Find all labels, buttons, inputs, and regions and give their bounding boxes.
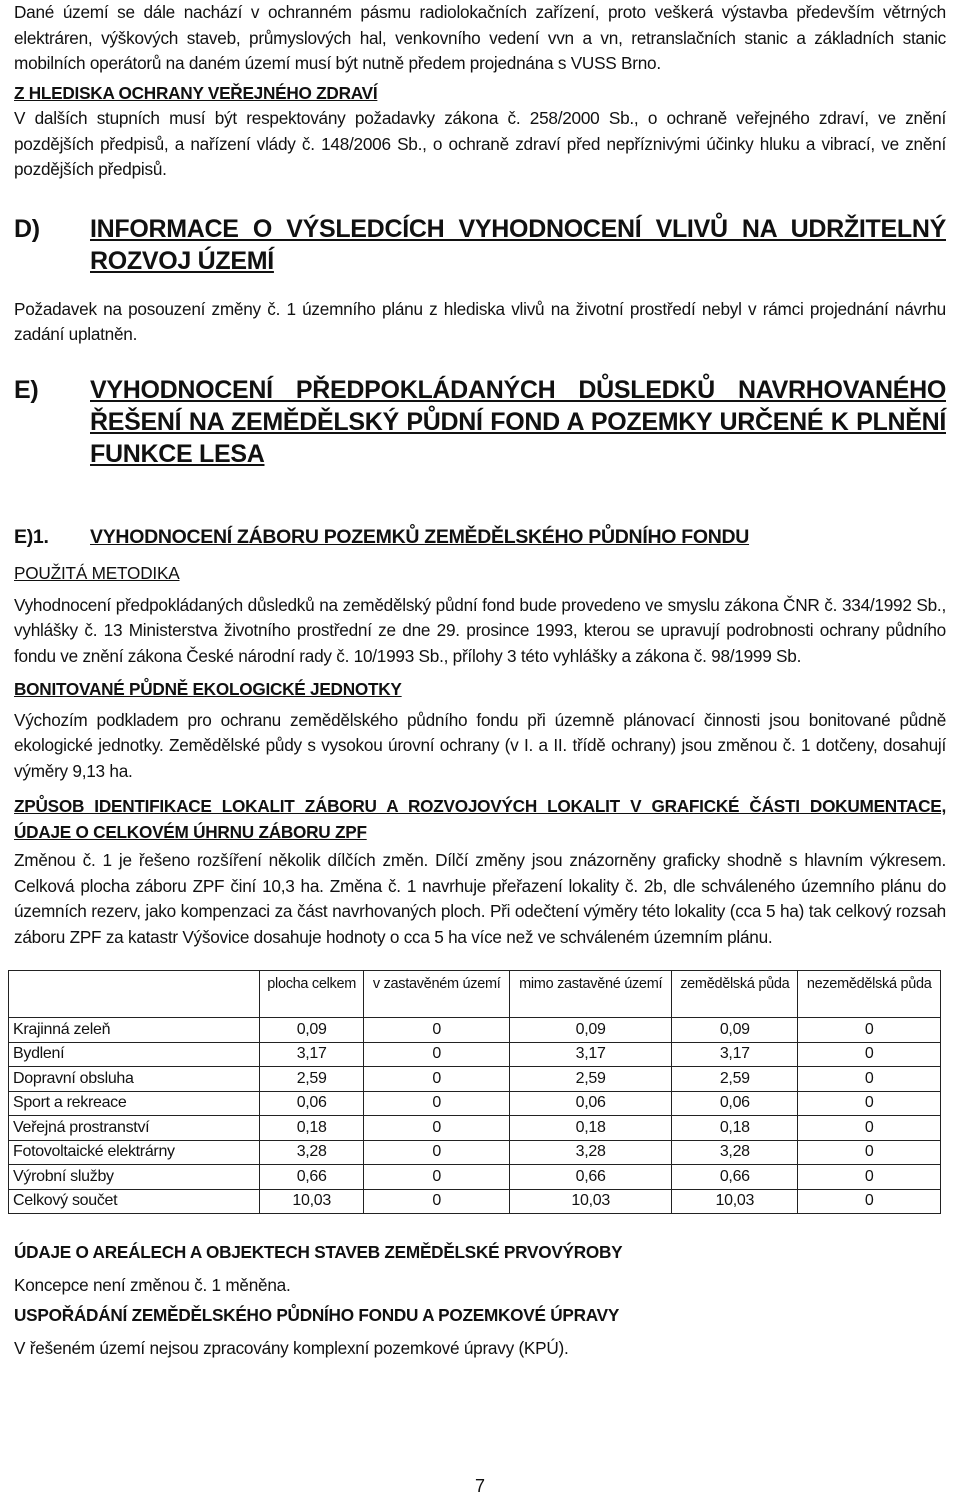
table-cell: Krajinná zeleň [9,1018,260,1043]
section-e1-title: VYHODNOCENÍ ZÁBORU POZEMKŮ ZEMĚDĚLSKÉHO PŮDNÍHO FONDU [90,525,750,548]
table-cell: 0 [798,1067,941,1092]
table-cell: 0 [364,1067,510,1092]
table-row [9,1116,941,1141]
table-row [9,1140,941,1165]
table-header-cell: v zastavěném území [364,971,510,1018]
farm-paragraph: Koncepce není změnou č. 1 měněna. [14,1274,291,1295]
table-cell: 3,17 [260,1042,364,1067]
section-d-paragraph: Požadavek na posouzení změny č. 1 územního plánu z hlediska vlivů na životní prostředí nebyl v rámci projednání návrhu zadání uplatněn. [14,298,946,344]
table-cell: Celkový součet [9,1189,260,1214]
table-cell: 3,28 [510,1140,672,1165]
table-cell: 0 [798,1165,941,1190]
method-paragraph: Vyhodnocení předpokládaných důsledků na zemědělský půdní fond bude provedeno ve smyslu zákona ČNR č. 334/1992 Sb., vyhlášky č. 13 Ministerstva životního prostřední ze dne 29. prosince 1993, kterou se upravují podrobnosti ochrany půdního fondu ve znění zákona České národní rady č. 10/1993 Sb., přílohy 3 této vyhlášky a zákona č. 98/1999 Sb. [14,594,946,666]
section-e1-heading [14,524,946,550]
section-e-number: E) [14,375,39,404]
table-cell: 0,66 [260,1165,364,1190]
table-cell: 0,18 [260,1116,364,1141]
table-row [9,1042,941,1067]
table-row [9,1018,941,1043]
table-cell: 3,28 [260,1140,364,1165]
land-arrangement-heading: USPOŘÁDÁNÍ ZEMĚDĚLSKÉHO PŮDNÍHO FONDU A POZEMKOVÉ ÚPRAVY [14,1305,620,1325]
table-cell: 0,18 [510,1116,672,1141]
farm-heading: ÚDAJE O AREÁLECH A OBJEKTECH STAVEB ZEMĚDĚLSKÉ PRVOVÝROBY [14,1242,623,1262]
table-cell: 3,28 [672,1140,798,1165]
table-header-cell: zemědělská půda [672,971,798,1018]
section-e-heading [14,374,946,470]
section-d-title: INFORMACE O VÝSLEDCÍCH VYHODNOCENÍ VLIVŮ NA UDRŽITELNÝ ROZVOJ ÚZEMÍ [90,214,946,275]
section-e1-number: E)1. [14,525,49,548]
table-cell: 2,59 [672,1067,798,1092]
table-cell: 0 [798,1042,941,1067]
table-header-row [9,971,941,1018]
table-cell: 0,18 [672,1116,798,1141]
table-cell: 10,03 [260,1189,364,1214]
health-heading: Z HLEDISKA OCHRANY VEŘEJNÉHO ZDRAVÍ [14,82,378,103]
table-total-row [9,1189,941,1214]
table-cell: 0 [364,1116,510,1141]
table-cell: 0 [798,1189,941,1214]
table-cell: 0,06 [672,1091,798,1116]
identification-paragraph: Změnou č. 1 je řešeno rozšíření několik dílčích změn. Dílčí změny jsou znázorněny graficky shodně s hlavním výkresem. Celková plocha záboru ZPF činí 10,3 ha. Změna č. 1 navrhuje přeřazení lokality č. 2b, dle schváleného územního plánu do územních rezerv, jako kompenzaci za část navrhovaných ploch. Při odečtení výměry této lokality (cca 5 ha) tak celkový rozsah záboru ZPF za katastr Výšovice dosahuje hodnoty o cca 5 ha více než ve schváleném územním plánu. [14,850,946,947]
table-cell: 2,59 [260,1067,364,1092]
page-number: 7 [474,1476,485,1496]
table-cell: 0,09 [510,1018,672,1043]
table-cell: Výrobní služby [9,1165,260,1190]
bpej-heading: BONITOVANÉ PŮDNĚ EKOLOGICKÉ JEDNOTKY [14,679,402,699]
table-header-cell: plocha celkem [260,971,364,1018]
table-cell: 0,06 [260,1091,364,1116]
table-cell: Sport a rekreace [9,1091,260,1116]
table-cell: 3,17 [510,1042,672,1067]
table-cell: Dopravní obsluha [9,1067,260,1092]
table-cell: 0,66 [672,1165,798,1190]
table-cell: 0,09 [260,1018,364,1043]
table-cell: 2,59 [510,1067,672,1092]
zpf-table [8,970,941,1214]
health-paragraph: V dalších stupních musí být respektovány požadavky zákona č. 258/2000 Sb., o ochraně veřejného zdraví, ve znění pozdějších předpisů, a nařízení vlády č. 148/2006 Sb., o ochraně zdraví před nepříznivými účinky hluku a vibrací, ve znění pozdějších předpisů. [14,108,946,179]
table-cell: 0 [364,1165,510,1190]
table-cell: 0 [798,1018,941,1043]
table-cell: 0 [364,1140,510,1165]
intro-paragraph: Dané území se dále nachází v ochranném pásmu radiolokačních zařízení, proto veškerá výstavba především větrných elektráren, výškových staveb, průmyslových hal, venkovního vedení vvn a vn, retranslačních stanic a základních stanic mobilních operátorů na daném území musí být nutně předem projednána s VUSS Brno. [14,2,946,73]
table-cell: Bydlení [9,1042,260,1067]
table-cell: 0 [364,1189,510,1214]
table-header-cell: nezemědělská půda [798,971,941,1018]
table-header-cell: mimo zastavěné území [510,971,672,1018]
identification-heading: ZPŮSOB IDENTIFIKACE LOKALIT ZÁBORU A ROZVOJOVÝCH LOKALIT V GRAFICKÉ ČÁSTI DOKUMENTACE, ÚDAJE O CELKOVÉM ÚHRNU ZÁBORU ZPF [14,796,946,842]
table-header-cell [9,971,260,1018]
table-cell: 0 [798,1116,941,1141]
section-d-number: D) [14,214,40,243]
table-cell: 10,03 [510,1189,672,1214]
table-cell: 0 [798,1140,941,1165]
table-cell: 0,66 [510,1165,672,1190]
table-row [9,1165,941,1190]
document-page [14,0,946,1361]
table-cell: 3,17 [672,1042,798,1067]
table-cell: 0 [364,1018,510,1043]
table-cell: 0,06 [510,1091,672,1116]
table-cell: Fotovoltaické elektrárny [9,1140,260,1165]
bpej-paragraph: Výchozím podkladem pro ochranu zemědělského půdního fondu při územně plánovací činnosti jsou bonitované půdně ekologické jednotky. Zemědělské půdy s vysokou úrovní ochrany (v I. a II. třídě ochrany) jsou změnou č. 1 dotčeny, dosahují výměry 9,13 ha. [14,709,946,781]
table-row [9,1067,941,1092]
table-cell: 0,09 [672,1018,798,1043]
table-cell: 0 [364,1091,510,1116]
land-arrangement-paragraph: V řešeném území nejsou zpracovány komplexní pozemkové úpravy (KPÚ). [14,1337,569,1358]
table-cell: 0 [364,1042,510,1067]
table-cell: Veřejná prostranství [9,1116,260,1141]
method-heading: POUŽITÁ METODIKA [14,562,180,583]
table-row [9,1091,941,1116]
section-e-title: VYHODNOCENÍ PŘEDPOKLÁDANÝCH DŮSLEDKŮ NAVRHOVANÉHO ŘEŠENÍ NA ZEMĚDĚLSKÝ PŮDNÍ FOND A POZEMKY URČENÉ K PLNĚNÍ FUNKCE LESA [90,375,946,468]
table-cell: 0 [798,1091,941,1116]
section-d-heading [14,213,946,277]
table-cell: 10,03 [672,1189,798,1214]
